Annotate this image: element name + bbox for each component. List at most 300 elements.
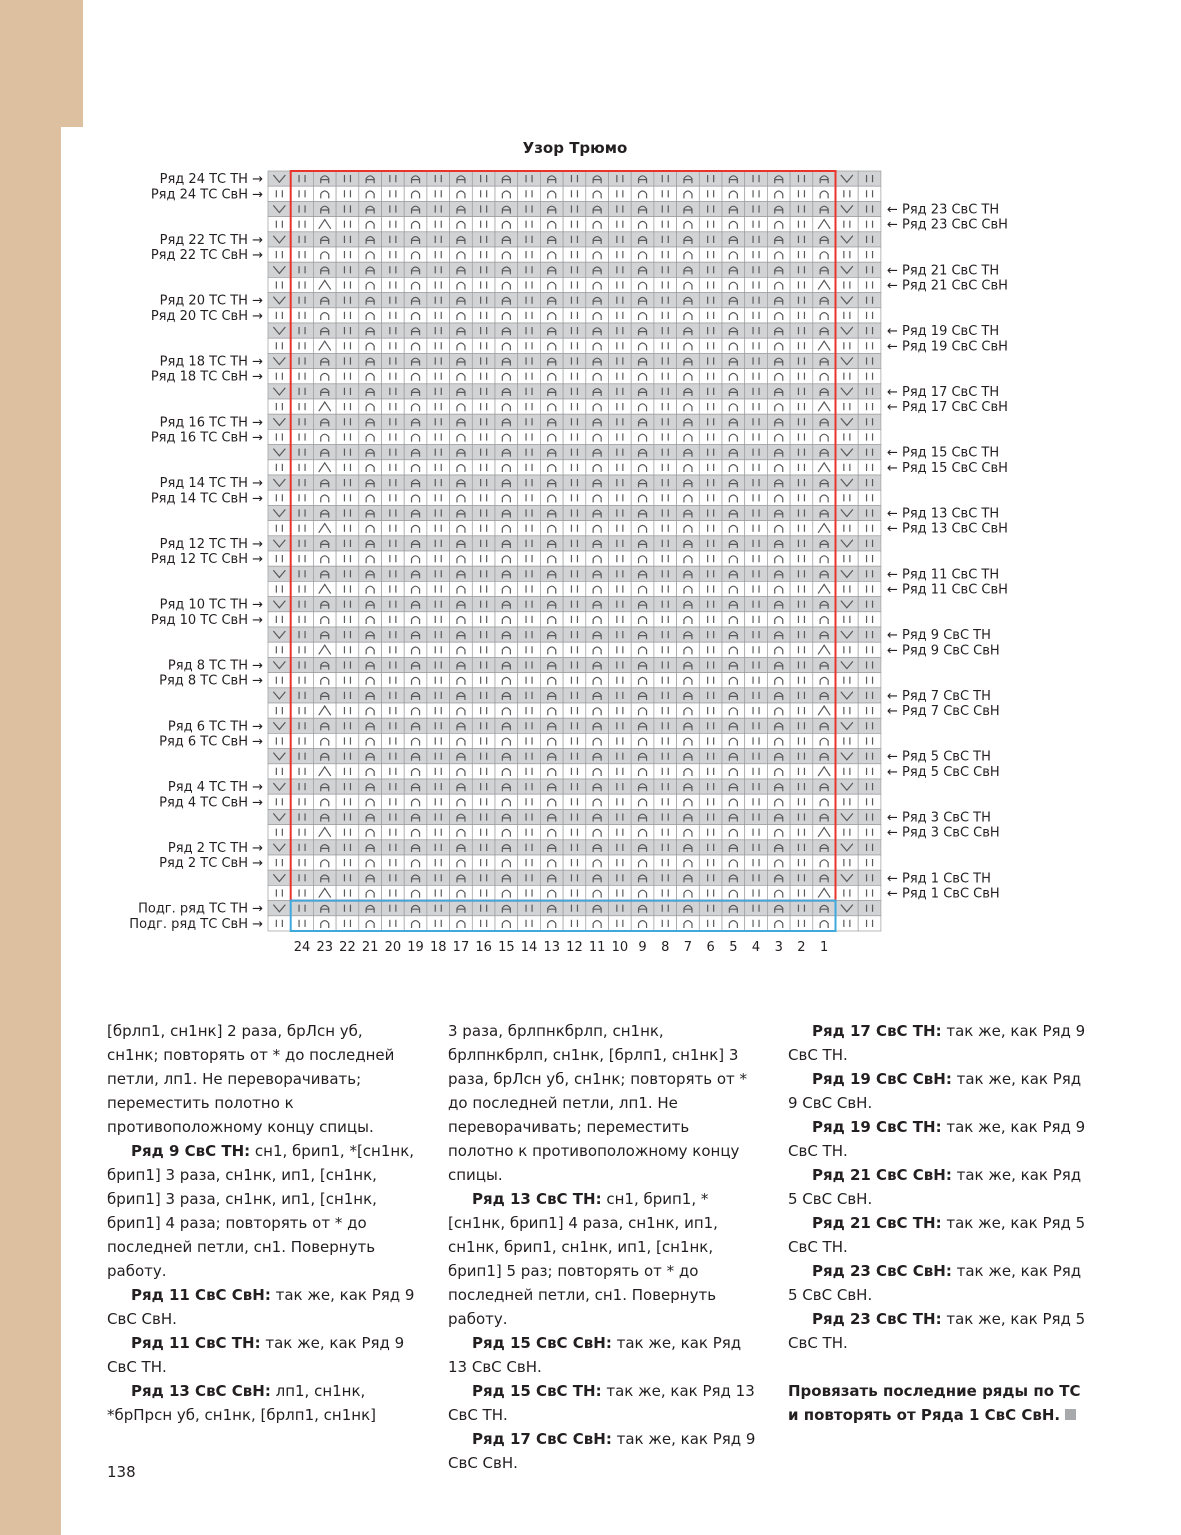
chart-cell: [767, 855, 790, 870]
chart-cell: [699, 323, 722, 338]
chart-cell: [540, 399, 563, 414]
chart-cell: [313, 840, 336, 855]
chart-cell: [813, 688, 836, 703]
chart-cell: [586, 445, 609, 460]
chart-cell: [291, 247, 314, 262]
chart-cell: [858, 414, 881, 429]
chart-cell: [495, 262, 518, 277]
chart-cell: [336, 764, 359, 779]
chart-cell: [790, 901, 813, 916]
chart-cell: [654, 521, 677, 536]
chart-cell: [722, 703, 745, 718]
chart-cell: [722, 794, 745, 809]
chart-cell: [495, 764, 518, 779]
left-row-label: Ряд 8 ТС СвН →: [159, 673, 263, 689]
left-row-label: Ряд 18 ТС ТН →: [159, 354, 263, 370]
chart-cell: [359, 749, 382, 764]
chart-cell: [427, 733, 450, 748]
chart-cell: [382, 764, 405, 779]
chart-cell: [813, 673, 836, 688]
chart-cell: [745, 901, 768, 916]
chart-cell: [722, 870, 745, 885]
chart-cell: [518, 262, 541, 277]
chart-cell: [382, 521, 405, 536]
chart-cell: [472, 293, 495, 308]
chart-cell: [291, 855, 314, 870]
chart-cell: [631, 247, 654, 262]
chart-cell: [836, 627, 859, 642]
chart-cell: [540, 688, 563, 703]
right-row-label: ← Ряд 11 СвС ТН: [887, 567, 1000, 583]
chart-cell: [563, 505, 586, 520]
chart-cell: [813, 429, 836, 444]
chart-cell: [586, 749, 609, 764]
chart-cell: [518, 551, 541, 566]
chart-cell: [450, 627, 473, 642]
chart-cell: [404, 308, 427, 323]
chart-cell: [699, 247, 722, 262]
chart-cell: [472, 794, 495, 809]
chart-cell: [268, 505, 291, 520]
chart-cell: [540, 323, 563, 338]
chart-cell: [518, 308, 541, 323]
chart-cell: [450, 201, 473, 216]
chart-cell: [291, 703, 314, 718]
chart-cell: [450, 764, 473, 779]
chart-cell: [699, 551, 722, 566]
chart-cell: [654, 217, 677, 232]
chart-cell: [609, 840, 632, 855]
chart-cell: [790, 277, 813, 292]
chart-cell: [790, 460, 813, 475]
chart-cell: [790, 916, 813, 931]
chart-cell: [699, 718, 722, 733]
left-row-labels: [129, 172, 263, 932]
chart-cell: [677, 536, 700, 551]
chart-cell: [609, 809, 632, 824]
chart-cell: [699, 262, 722, 277]
chart-cell: [836, 308, 859, 323]
chart-cell: [359, 186, 382, 201]
chart-cell: [518, 505, 541, 520]
chart-cell: [609, 733, 632, 748]
chart-cell: [472, 657, 495, 672]
chart-cell: [654, 733, 677, 748]
instruction-paragraph: Ряд 17 СвС ТН: так же, как Ряд 9 СвС ТН.: [788, 1022, 1086, 1064]
chart-cell: [609, 581, 632, 596]
chart-cell: [790, 673, 813, 688]
chart-cell: [313, 445, 336, 460]
chart-cell: [404, 445, 427, 460]
chart-cell: [359, 277, 382, 292]
chart-cell: [699, 490, 722, 505]
chart-cell: [745, 247, 768, 262]
chart-cell: [313, 262, 336, 277]
chart-cell: [609, 369, 632, 384]
chart-cell: [563, 825, 586, 840]
chart-cell: [268, 597, 291, 612]
chart-cell: [291, 338, 314, 353]
chart-cell: [654, 460, 677, 475]
chart-cell: [745, 809, 768, 824]
chart-cell: [631, 429, 654, 444]
chart-cell: [609, 490, 632, 505]
chart-cell: [563, 764, 586, 779]
chart-cell: [745, 825, 768, 840]
chart-cell: [382, 247, 405, 262]
chart-cell: [382, 885, 405, 900]
chart-cell: [790, 749, 813, 764]
chart-cell: [359, 247, 382, 262]
left-row-label: Ряд 24 ТС ТН →: [159, 172, 263, 188]
chart-cell: [268, 490, 291, 505]
chart-cell: [382, 414, 405, 429]
chart-cell: [677, 733, 700, 748]
chart-cell: [359, 384, 382, 399]
chart-cell: [767, 566, 790, 581]
chart-cell: [540, 505, 563, 520]
chart-cell: [836, 885, 859, 900]
instruction-paragraph: Ряд 9 СвС ТН: сн1, брип1, *[сн1нк, брип1] 3 раза, сн1нк, ип1, [сн1нк, брип1] 3 раза, сн1нк, ип1, [сн1нк, брип1] 4 раза; повторять от * до последней петли, сн1. Повернуть работу.: [107, 1142, 415, 1280]
chart-cell: [586, 764, 609, 779]
chart-cell: [268, 901, 291, 916]
chart-cell: [767, 885, 790, 900]
chart-cell: [722, 247, 745, 262]
chart-cell: [336, 262, 359, 277]
chart-cell: [382, 825, 405, 840]
chart-cell: [609, 657, 632, 672]
chart-cell: [609, 353, 632, 368]
chart-cell: [313, 475, 336, 490]
chart-cell: [291, 323, 314, 338]
chart-cell: [654, 323, 677, 338]
chart-cell: [767, 901, 790, 916]
chart-cell: [609, 764, 632, 779]
chart-cell: [404, 581, 427, 596]
chart-cell: [836, 749, 859, 764]
chart-cell: [336, 369, 359, 384]
chart-cell: [359, 870, 382, 885]
chart-cell: [586, 657, 609, 672]
chart-cell: [382, 171, 405, 186]
chart-cell: [291, 414, 314, 429]
chart-cell: [291, 369, 314, 384]
chart-cell: [268, 201, 291, 216]
chart-cell: [427, 277, 450, 292]
chart-cell: [336, 505, 359, 520]
chart-cell: [699, 232, 722, 247]
chart-cell: [631, 338, 654, 353]
chart-cell: [631, 642, 654, 657]
chart-cell: [563, 186, 586, 201]
chart-cell: [767, 870, 790, 885]
chart-cell: [472, 688, 495, 703]
chart-cell: [268, 825, 291, 840]
chart-cell: [359, 171, 382, 186]
chart-cell: [586, 429, 609, 444]
chart-cell: [518, 916, 541, 931]
instruction-paragraph: Ряд 23 СвС СвН: так же, как Ряд 5 СвС СвН.: [788, 1262, 1082, 1304]
chart-cell: [767, 445, 790, 460]
chart-cell: [586, 217, 609, 232]
chart-cell: [745, 764, 768, 779]
chart-cell: [722, 384, 745, 399]
chart-cell: [677, 460, 700, 475]
chart-cell: [858, 642, 881, 657]
chart-cell: [427, 399, 450, 414]
chart-cell: [745, 262, 768, 277]
chart-cell: [313, 566, 336, 581]
chart-cell: [677, 673, 700, 688]
chart-cell: [654, 703, 677, 718]
chart-cell: [404, 642, 427, 657]
chart-cell: [291, 399, 314, 414]
chart-cell: [268, 657, 291, 672]
chart-cell: [722, 475, 745, 490]
chart-cell: [836, 551, 859, 566]
chart-cell: [495, 581, 518, 596]
chart-cell: [745, 597, 768, 612]
chart-cell: [563, 688, 586, 703]
chart-cell: [382, 217, 405, 232]
chart-cell: [586, 353, 609, 368]
chart-cell: [359, 521, 382, 536]
chart-cell: [858, 855, 881, 870]
chart-cell: [563, 794, 586, 809]
chart-cell: [609, 186, 632, 201]
chart-cell: [836, 566, 859, 581]
chart-cell: [722, 749, 745, 764]
chart-cell: [382, 353, 405, 368]
chart-cell: [699, 779, 722, 794]
chart-cell: [609, 201, 632, 216]
chart-cell: [291, 870, 314, 885]
chart-cell: [858, 657, 881, 672]
chart-cell: [450, 733, 473, 748]
chart-cell: [427, 247, 450, 262]
chart-cell: [450, 794, 473, 809]
chart-cell: [291, 186, 314, 201]
chart-cell: [699, 277, 722, 292]
chart-cell: [518, 627, 541, 642]
chart-cell: [495, 293, 518, 308]
chart-cell: [631, 901, 654, 916]
chart-cell: [472, 627, 495, 642]
chart-cell: [631, 718, 654, 733]
chart-cell: [722, 901, 745, 916]
chart-cell: [382, 673, 405, 688]
chart-cell: [677, 840, 700, 855]
chart-cell: [336, 521, 359, 536]
chart-cell: [858, 232, 881, 247]
chart-cell: [586, 201, 609, 216]
chart-cell: [767, 293, 790, 308]
chart-cell: [586, 323, 609, 338]
chart-cell: [427, 414, 450, 429]
chart-cell: [427, 718, 450, 733]
chart-cell: [291, 505, 314, 520]
chart-cell: [858, 536, 881, 551]
chart-cell: [540, 369, 563, 384]
chart-cell: [450, 901, 473, 916]
chart-cell: [518, 414, 541, 429]
chart-cell: [495, 688, 518, 703]
chart-cell: [359, 232, 382, 247]
chart-cell: [790, 612, 813, 627]
left-row-label: Ряд 12 ТС СвН →: [150, 552, 263, 568]
chart-cell: [858, 247, 881, 262]
chart-cell: [813, 262, 836, 277]
chart-cell: [427, 551, 450, 566]
chart-cell: [540, 262, 563, 277]
chart-cell: [563, 840, 586, 855]
chart-cell: [677, 369, 700, 384]
chart-cell: [450, 749, 473, 764]
chart-cell: [790, 262, 813, 277]
chart-cell: [359, 475, 382, 490]
chart-cell: [790, 733, 813, 748]
instruction-paragraph: Ряд 21 СвС СвН: так же, как Ряд 5 СвС СвН.: [788, 1166, 1082, 1208]
chart-cell: [540, 186, 563, 201]
chart-cell: [472, 885, 495, 900]
chart-cell: [427, 201, 450, 216]
chart-cell: [404, 733, 427, 748]
right-row-label: ← Ряд 11 СвС СвН: [887, 582, 1008, 598]
chart-cell: [313, 551, 336, 566]
chart-cell: [404, 323, 427, 338]
chart-cell: [858, 581, 881, 596]
chart-cell: [291, 840, 314, 855]
chart-cell: [586, 718, 609, 733]
chart-cell: [722, 536, 745, 551]
column-number: 20: [384, 940, 402, 955]
chart-cell: [722, 171, 745, 186]
chart-cell: [563, 414, 586, 429]
chart-cell: [677, 521, 700, 536]
chart-cell: [836, 855, 859, 870]
chart-cell: [359, 703, 382, 718]
chart-cell: [609, 445, 632, 460]
chart-cell: [359, 551, 382, 566]
chart-cell: [540, 247, 563, 262]
chart-cell: [563, 551, 586, 566]
chart-cell: [540, 475, 563, 490]
chart-cell: [495, 885, 518, 900]
chart-cell: [472, 718, 495, 733]
chart-cell: [404, 353, 427, 368]
chart-cell: [404, 855, 427, 870]
chart-cell: [858, 718, 881, 733]
chart-cell: [836, 688, 859, 703]
chart-cell: [631, 399, 654, 414]
chart-cell: [654, 232, 677, 247]
chart-cell: [609, 384, 632, 399]
chart-cell: [563, 673, 586, 688]
chart-cell: [745, 718, 768, 733]
chart-cell: [631, 840, 654, 855]
chart-cell: [699, 399, 722, 414]
chart-cell: [813, 384, 836, 399]
chart-cell: [518, 186, 541, 201]
chart-cell: [586, 870, 609, 885]
chart-cell: [654, 916, 677, 931]
right-row-label: ← Ряд 23 СвС СвН: [887, 217, 1008, 233]
chart-cell: [495, 718, 518, 733]
chart-cell: [427, 369, 450, 384]
chart-cell: [268, 217, 291, 232]
chart-cell: [631, 703, 654, 718]
chart-cell: [609, 551, 632, 566]
chart-cell: [790, 794, 813, 809]
chart-cell: [813, 490, 836, 505]
chart-cell: [495, 201, 518, 216]
chart-cell: [450, 612, 473, 627]
chart-cell: [540, 217, 563, 232]
chart-cell: [427, 749, 450, 764]
chart-cell: [518, 521, 541, 536]
chart-cell: [813, 551, 836, 566]
chart-cell: [359, 840, 382, 855]
chart-cell: [359, 414, 382, 429]
chart-cell: [767, 733, 790, 748]
chart-cell: [813, 505, 836, 520]
chart-cell: [336, 277, 359, 292]
chart-cell: [631, 764, 654, 779]
chart-cell: [654, 870, 677, 885]
chart-cell: [699, 809, 722, 824]
chart-cell: [677, 551, 700, 566]
right-row-label: ← Ряд 13 СвС СвН: [887, 521, 1008, 537]
chart-cell: [359, 764, 382, 779]
chart-cell: [404, 749, 427, 764]
instruction-paragraph: Ряд 11 СвС ТН: так же, как Ряд 9 СвС ТН.: [107, 1334, 405, 1376]
chart-cell: [609, 247, 632, 262]
chart-cell: [336, 308, 359, 323]
chart-cell: [427, 353, 450, 368]
chart-cell: [563, 171, 586, 186]
chart-cell: [268, 521, 291, 536]
chart-cell: [540, 657, 563, 672]
chart-cell: [404, 657, 427, 672]
chart-cell: [540, 809, 563, 824]
chart-cell: [836, 764, 859, 779]
chart-cell: [268, 749, 291, 764]
chart-cell: [699, 794, 722, 809]
chart-cell: [472, 764, 495, 779]
chart-cell: [790, 688, 813, 703]
chart-cell: [404, 566, 427, 581]
chart-cell: [858, 384, 881, 399]
chart-cell: [268, 673, 291, 688]
chart-cell: [609, 171, 632, 186]
chart-cell: [518, 581, 541, 596]
chart-cell: [699, 688, 722, 703]
instruction-paragraph: Ряд 23 СвС ТН: так же, как Ряд 5 СвС ТН.: [788, 1310, 1086, 1352]
chart-cell: [450, 779, 473, 794]
chart-cell: [563, 855, 586, 870]
chart-cell: [836, 521, 859, 536]
chart-cell: [540, 201, 563, 216]
chart-cell: [586, 490, 609, 505]
chart-cell: [540, 171, 563, 186]
chart-cell: [767, 308, 790, 323]
chart-cell: [563, 901, 586, 916]
chart-cell: [609, 794, 632, 809]
chart-cell: [858, 490, 881, 505]
chart-cell: [359, 217, 382, 232]
chart-cell: [518, 445, 541, 460]
chart-cell: [268, 855, 291, 870]
